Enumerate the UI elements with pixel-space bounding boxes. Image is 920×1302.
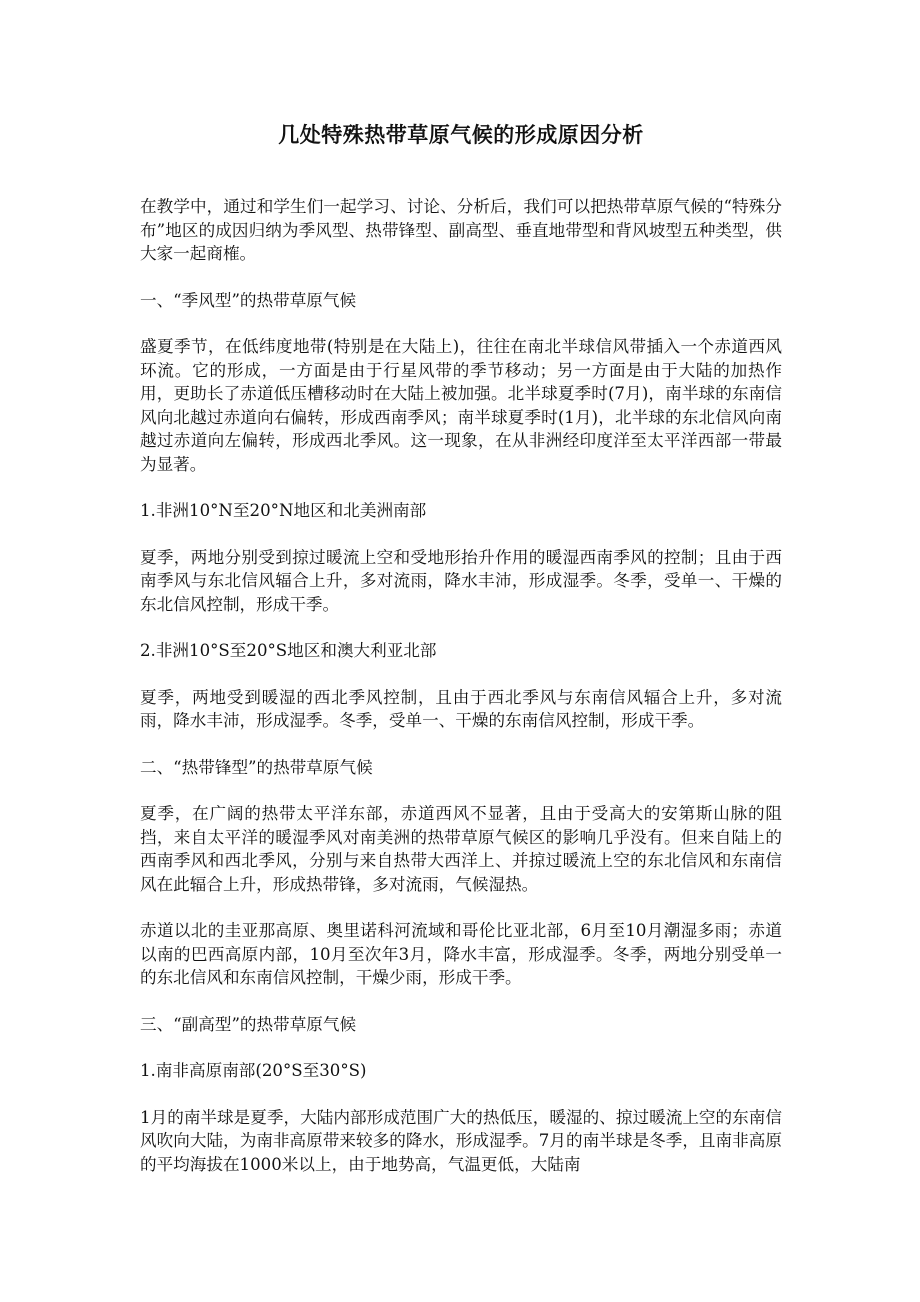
- paragraph-tropical-front-2: 赤道以北的圭亚那高原、奥里诺科河流域和哥伦比亚北部，6月至10月潮湿多雨；赤道以南的巴西高原内部，10月至次年3月，降水丰富，形成湿季。冬季，两地分别受单一的东北信风和东南信风控制，干燥少雨，形成干季。: [140, 921, 782, 987]
- paragraph-south-africa-plateau: 1月的南半球是夏季，大陆内部形成范围广大的热低压，暖湿的、掠过暖流上空的东南信风吹向大陆，为南非高原带来较多的降水，形成湿季。7月的南半球是冬季，且南非高原的平均海拔在1000米以上，由于地势高，气温更低，大陆南: [140, 1107, 782, 1174]
- section-heading-tropical-front: 二、“热带锋型”的热带草原气候: [140, 757, 373, 777]
- document-title: 几处特殊热带草原气候的形成原因分析: [278, 123, 644, 147]
- paragraph-africa-south: 夏季，两地受到暖湿的西北季风控制，且由于西北季风与东南信风辐合上升，多对流雨，降水丰沛，形成湿季。冬季，受单一、干燥的东南信风控制，形成干季。: [140, 687, 782, 730]
- paragraph-tropical-front-1: 夏季，在广阔的热带太平洋东部，赤道西风不显著，且由于受高大的安第斯山脉的阻挡，来自太平洋的暖湿季风对南美洲的热带草原气候区的影响几乎没有。但来自陆上的西南季风和西北季风，分别与来自热带大西洋上、并掠过暖流上空的东北信风和东南信风在此辐合上升，形成热带锋，多对流雨，气候湿热。: [140, 804, 782, 894]
- section-heading-subtropical-high: 三、“副高型”的热带草原气候: [140, 1014, 357, 1034]
- subheading-africa-north: 1.非洲10°N至20°N地区和北美洲南部: [140, 501, 427, 520]
- paragraph-monsoon-overview: 盛夏季节，在低纬度地带(特别是在大陆上)，往往在南北半球信风带插入一个赤道西风环流。它的形成，一方面是由于行星风带的季节移动；另一方面是由于大陆的加热作用，更助长了赤道低压槽移动时在大陆上被加强。北半球夏季时(7月)，南半球的东南信风向北越过赤道向右偏转，形成西南季风；南半球夏季时(1月)，北半球的东北信风向南越过赤道向左偏转，形成西北季风。这一现象，在从非洲经印度洋至太平洋西部一带最为显著。: [140, 337, 782, 474]
- section-heading-monsoon: 一、“季风型”的热带草原气候: [140, 290, 357, 310]
- subheading-africa-south: 2.非洲10°S至20°S地区和澳大利亚北部: [140, 641, 437, 660]
- subheading-south-africa-plateau: 1.南非高原南部(20°S至30°S): [140, 1061, 367, 1080]
- document-body: [140, 120, 782, 1199]
- intro-paragraph: 在教学中，通过和学生们一起学习、讨论、分析后，我们可以把热带草原气候的“特殊分布”地区的成因归纳为季风型、热带锋型、副高型、垂直地带型和背风坡型五种类型，供大家一起商榷。: [140, 197, 782, 263]
- paragraph-africa-north: 夏季，两地分别受到掠过暖流上空和受地形抬升作用的暖湿西南季风的控制；且由于西南季风与东北信风辐合上升，多对流雨，降水丰沛，形成湿季。冬季，受单一、干燥的东北信风控制，形成干季。: [140, 547, 782, 614]
